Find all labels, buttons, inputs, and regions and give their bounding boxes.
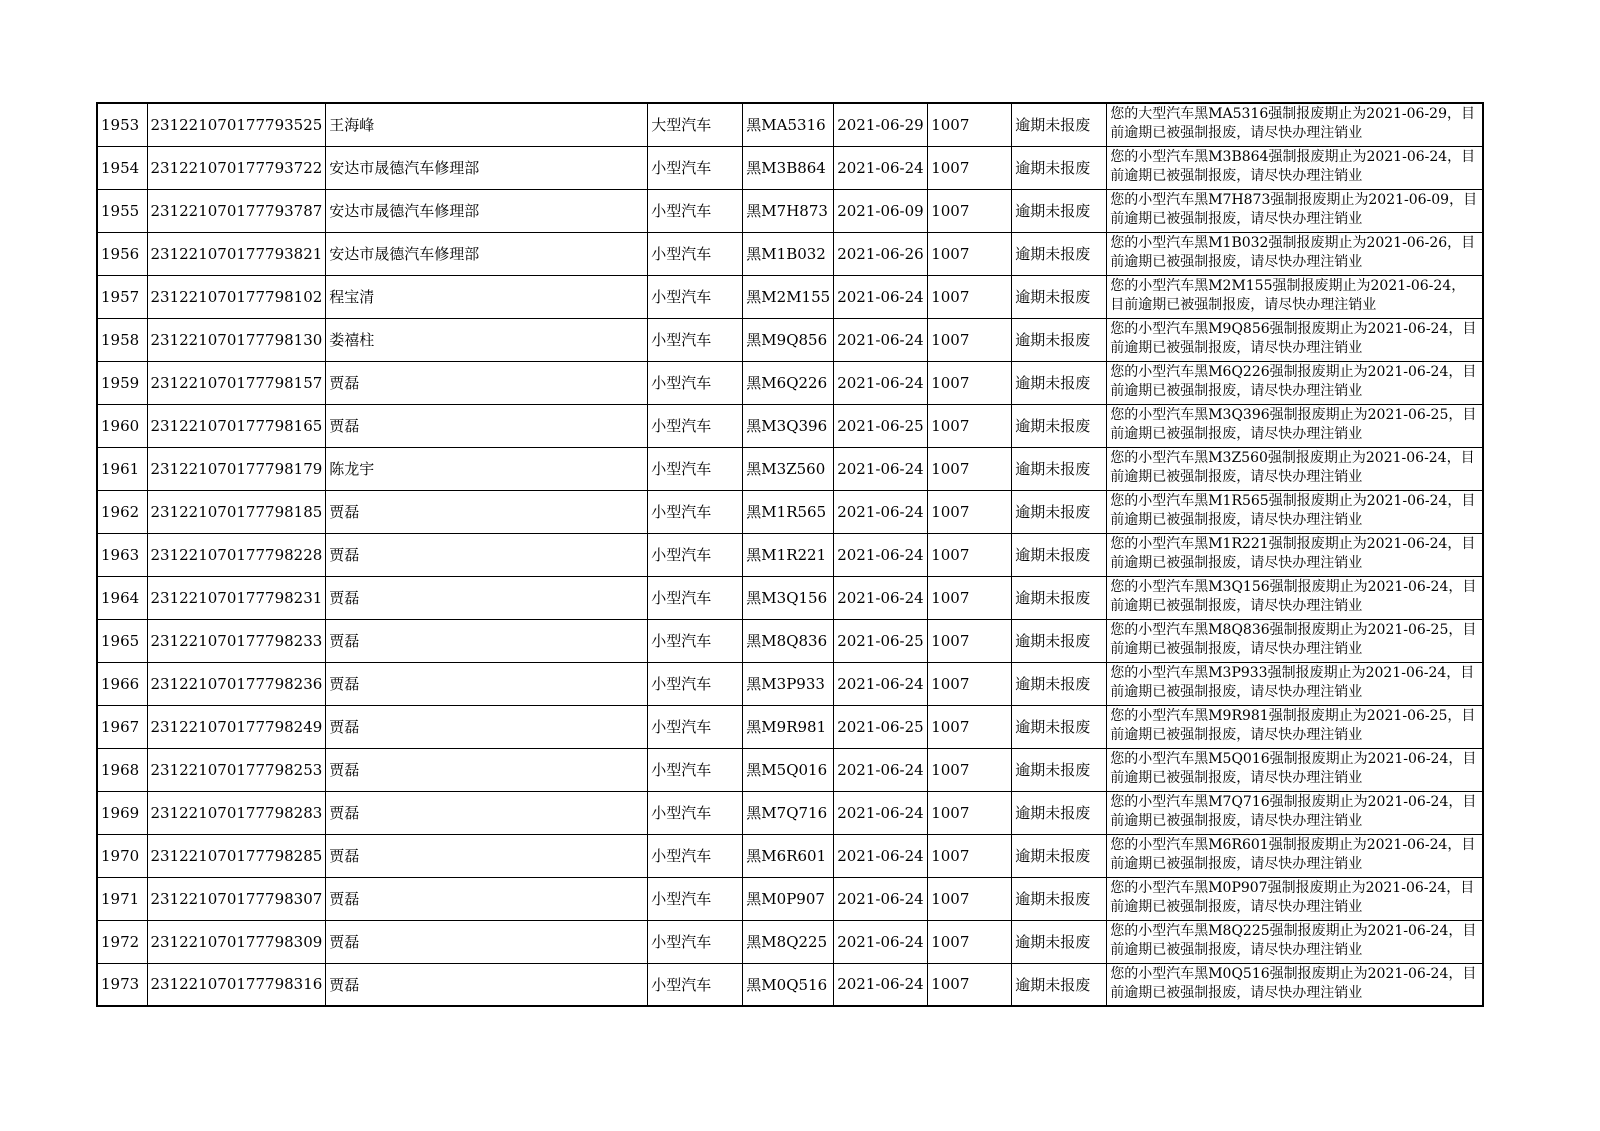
status-code-cell: 1007 bbox=[928, 748, 1012, 791]
row-number-cell: 1955 bbox=[97, 189, 147, 232]
row-number-cell: 1956 bbox=[97, 232, 147, 275]
vehicle-type-cell: 小型汽车 bbox=[648, 834, 743, 877]
owner-name-cell: 贾磊 bbox=[326, 748, 648, 791]
scrap-date-cell: 2021-06-24 bbox=[834, 963, 928, 1006]
scrap-date-cell: 2021-06-24 bbox=[834, 447, 928, 490]
status-text-cell: 逾期未报废 bbox=[1012, 619, 1107, 662]
record-id-cell: 231221070177798130 bbox=[147, 318, 326, 361]
owner-name-cell: 贾磊 bbox=[326, 705, 648, 748]
vehicle-scrap-table bbox=[96, 102, 1484, 1007]
notice-message-cell: 您的小型汽车黑M1B032强制报废期止为2021-06-26，目前逾期已被强制报废，请尽快办理注销业 bbox=[1107, 232, 1483, 275]
row-number-cell: 1953 bbox=[97, 103, 147, 146]
record-id-cell: 231221070177798228 bbox=[147, 533, 326, 576]
table-row bbox=[97, 318, 1483, 361]
status-code-cell: 1007 bbox=[928, 877, 1012, 920]
plate-number-cell: 黑M5Q016 bbox=[743, 748, 834, 791]
owner-name-cell: 贾磊 bbox=[326, 490, 648, 533]
status-code-cell: 1007 bbox=[928, 146, 1012, 189]
status-code-cell: 1007 bbox=[928, 662, 1012, 705]
plate-number-cell: 黑M0Q516 bbox=[743, 963, 834, 1006]
record-id-cell: 231221070177798236 bbox=[147, 662, 326, 705]
status-text-cell: 逾期未报废 bbox=[1012, 232, 1107, 275]
vehicle-type-cell: 小型汽车 bbox=[648, 705, 743, 748]
record-id-cell: 231221070177798157 bbox=[147, 361, 326, 404]
notice-message-cell: 您的小型汽车黑M5Q016强制报废期止为2021-06-24，目前逾期已被强制报废，请尽快办理注销业 bbox=[1107, 748, 1483, 791]
record-id-cell: 231221070177798185 bbox=[147, 490, 326, 533]
row-number-cell: 1960 bbox=[97, 404, 147, 447]
status-text-cell: 逾期未报废 bbox=[1012, 103, 1107, 146]
table-row bbox=[97, 146, 1483, 189]
plate-number-cell: 黑M1R565 bbox=[743, 490, 834, 533]
record-id-cell: 231221070177798179 bbox=[147, 447, 326, 490]
owner-name-cell: 王海峰 bbox=[326, 103, 648, 146]
plate-number-cell: 黑M6R601 bbox=[743, 834, 834, 877]
vehicle-type-cell: 小型汽车 bbox=[648, 232, 743, 275]
status-code-cell: 1007 bbox=[928, 361, 1012, 404]
vehicle-type-cell: 小型汽车 bbox=[648, 318, 743, 361]
record-id-cell: 231221070177798231 bbox=[147, 576, 326, 619]
owner-name-cell: 贾磊 bbox=[326, 361, 648, 404]
notice-message-cell: 您的小型汽车黑M3Q156强制报废期止为2021-06-24，目前逾期已被强制报废，请尽快办理注销业 bbox=[1107, 576, 1483, 619]
vehicle-type-cell: 小型汽车 bbox=[648, 791, 743, 834]
table-row bbox=[97, 490, 1483, 533]
row-number-cell: 1959 bbox=[97, 361, 147, 404]
status-text-cell: 逾期未报废 bbox=[1012, 447, 1107, 490]
plate-number-cell: 黑M7H873 bbox=[743, 189, 834, 232]
notice-message-cell: 您的小型汽车黑M7H873强制报废期止为2021-06-09，目前逾期已被强制报废，请尽快办理注销业 bbox=[1107, 189, 1483, 232]
status-text-cell: 逾期未报废 bbox=[1012, 275, 1107, 318]
plate-number-cell: 黑M0P907 bbox=[743, 877, 834, 920]
row-number-cell: 1972 bbox=[97, 920, 147, 963]
notice-message-cell: 您的小型汽车黑M3Q396强制报废期止为2021-06-25，目前逾期已被强制报废，请尽快办理注销业 bbox=[1107, 404, 1483, 447]
row-number-cell: 1970 bbox=[97, 834, 147, 877]
row-number-cell: 1969 bbox=[97, 791, 147, 834]
table-row bbox=[97, 920, 1483, 963]
record-id-cell: 231221070177798307 bbox=[147, 877, 326, 920]
status-text-cell: 逾期未报废 bbox=[1012, 576, 1107, 619]
status-text-cell: 逾期未报废 bbox=[1012, 189, 1107, 232]
row-number-cell: 1958 bbox=[97, 318, 147, 361]
row-number-cell: 1968 bbox=[97, 748, 147, 791]
status-text-cell: 逾期未报废 bbox=[1012, 705, 1107, 748]
owner-name-cell: 贾磊 bbox=[326, 533, 648, 576]
table-row bbox=[97, 662, 1483, 705]
status-text-cell: 逾期未报废 bbox=[1012, 791, 1107, 834]
plate-number-cell: 黑M3B864 bbox=[743, 146, 834, 189]
vehicle-type-cell: 小型汽车 bbox=[648, 275, 743, 318]
status-text-cell: 逾期未报废 bbox=[1012, 318, 1107, 361]
table-row bbox=[97, 533, 1483, 576]
scrap-date-cell: 2021-06-24 bbox=[834, 533, 928, 576]
status-code-cell: 1007 bbox=[928, 447, 1012, 490]
scrap-date-cell: 2021-06-24 bbox=[834, 748, 928, 791]
plate-number-cell: 黑M1B032 bbox=[743, 232, 834, 275]
status-code-cell: 1007 bbox=[928, 232, 1012, 275]
status-code-cell: 1007 bbox=[928, 705, 1012, 748]
row-number-cell: 1957 bbox=[97, 275, 147, 318]
status-text-cell: 逾期未报废 bbox=[1012, 920, 1107, 963]
owner-name-cell: 陈龙宇 bbox=[326, 447, 648, 490]
owner-name-cell: 程宝清 bbox=[326, 275, 648, 318]
row-number-cell: 1965 bbox=[97, 619, 147, 662]
scrap-date-cell: 2021-06-24 bbox=[834, 791, 928, 834]
record-id-cell: 231221070177798253 bbox=[147, 748, 326, 791]
status-code-cell: 1007 bbox=[928, 834, 1012, 877]
status-text-cell: 逾期未报废 bbox=[1012, 834, 1107, 877]
record-id-cell: 231221070177793787 bbox=[147, 189, 326, 232]
vehicle-type-cell: 小型汽车 bbox=[648, 576, 743, 619]
notice-message-cell: 您的小型汽车黑M3B864强制报废期止为2021-06-24，目前逾期已被强制报废，请尽快办理注销业 bbox=[1107, 146, 1483, 189]
status-code-cell: 1007 bbox=[928, 619, 1012, 662]
scrap-date-cell: 2021-06-09 bbox=[834, 189, 928, 232]
status-code-cell: 1007 bbox=[928, 490, 1012, 533]
table-body bbox=[97, 103, 1483, 1006]
status-code-cell: 1007 bbox=[928, 103, 1012, 146]
scrap-date-cell: 2021-06-24 bbox=[834, 275, 928, 318]
record-id-cell: 231221070177798285 bbox=[147, 834, 326, 877]
notice-message-cell: 您的小型汽车黑M6Q226强制报废期止为2021-06-24，目前逾期已被强制报废，请尽快办理注销业 bbox=[1107, 361, 1483, 404]
status-text-cell: 逾期未报废 bbox=[1012, 404, 1107, 447]
status-text-cell: 逾期未报废 bbox=[1012, 361, 1107, 404]
scrap-date-cell: 2021-06-24 bbox=[834, 361, 928, 404]
notice-message-cell: 您的小型汽车黑M6R601强制报废期止为2021-06-24，目前逾期已被强制报废，请尽快办理注销业 bbox=[1107, 834, 1483, 877]
plate-number-cell: 黑M2M155 bbox=[743, 275, 834, 318]
status-code-cell: 1007 bbox=[928, 533, 1012, 576]
table-row bbox=[97, 404, 1483, 447]
vehicle-type-cell: 小型汽车 bbox=[648, 619, 743, 662]
notice-message-cell: 您的小型汽车黑M9Q856强制报废期止为2021-06-24，目前逾期已被强制报废，请尽快办理注销业 bbox=[1107, 318, 1483, 361]
plate-number-cell: 黑M3Q396 bbox=[743, 404, 834, 447]
vehicle-type-cell: 小型汽车 bbox=[648, 920, 743, 963]
vehicle-type-cell: 小型汽车 bbox=[648, 189, 743, 232]
scrap-date-cell: 2021-06-24 bbox=[834, 920, 928, 963]
record-id-cell: 231221070177798102 bbox=[147, 275, 326, 318]
status-text-cell: 逾期未报废 bbox=[1012, 662, 1107, 705]
notice-message-cell: 您的小型汽车黑M1R221强制报废期止为2021-06-24，目前逾期已被强制报废，请尽快办理注销业 bbox=[1107, 533, 1483, 576]
row-number-cell: 1971 bbox=[97, 877, 147, 920]
owner-name-cell: 娄禧柱 bbox=[326, 318, 648, 361]
vehicle-type-cell: 小型汽车 bbox=[648, 877, 743, 920]
table-row bbox=[97, 447, 1483, 490]
status-code-cell: 1007 bbox=[928, 963, 1012, 1006]
record-id-cell: 231221070177798233 bbox=[147, 619, 326, 662]
vehicle-type-cell: 小型汽车 bbox=[648, 748, 743, 791]
table-row bbox=[97, 275, 1483, 318]
scrap-date-cell: 2021-06-29 bbox=[834, 103, 928, 146]
vehicle-type-cell: 小型汽车 bbox=[648, 404, 743, 447]
row-number-cell: 1973 bbox=[97, 963, 147, 1006]
status-text-cell: 逾期未报废 bbox=[1012, 533, 1107, 576]
status-text-cell: 逾期未报废 bbox=[1012, 877, 1107, 920]
owner-name-cell: 贾磊 bbox=[326, 404, 648, 447]
table-row bbox=[97, 103, 1483, 146]
plate-number-cell: 黑M8Q225 bbox=[743, 920, 834, 963]
notice-message-cell: 您的小型汽车黑M8Q225强制报废期止为2021-06-24，目前逾期已被强制报废，请尽快办理注销业 bbox=[1107, 920, 1483, 963]
status-text-cell: 逾期未报废 bbox=[1012, 748, 1107, 791]
plate-number-cell: 黑M3Z560 bbox=[743, 447, 834, 490]
status-code-cell: 1007 bbox=[928, 275, 1012, 318]
row-number-cell: 1962 bbox=[97, 490, 147, 533]
scrap-date-cell: 2021-06-25 bbox=[834, 619, 928, 662]
status-code-cell: 1007 bbox=[928, 920, 1012, 963]
scrap-date-cell: 2021-06-24 bbox=[834, 318, 928, 361]
plate-number-cell: 黑M6Q226 bbox=[743, 361, 834, 404]
table-row bbox=[97, 232, 1483, 275]
owner-name-cell: 贾磊 bbox=[326, 619, 648, 662]
status-text-cell: 逾期未报废 bbox=[1012, 490, 1107, 533]
table-row bbox=[97, 877, 1483, 920]
status-code-cell: 1007 bbox=[928, 404, 1012, 447]
status-text-cell: 逾期未报废 bbox=[1012, 146, 1107, 189]
vehicle-type-cell: 小型汽车 bbox=[648, 490, 743, 533]
record-id-cell: 231221070177798309 bbox=[147, 920, 326, 963]
row-number-cell: 1963 bbox=[97, 533, 147, 576]
notice-message-cell: 您的小型汽车黑M1R565强制报废期止为2021-06-24，目前逾期已被强制报废，请尽快办理注销业 bbox=[1107, 490, 1483, 533]
table-row bbox=[97, 619, 1483, 662]
vehicle-type-cell: 小型汽车 bbox=[648, 662, 743, 705]
table-row bbox=[97, 576, 1483, 619]
notice-message-cell: 您的小型汽车黑M0Q516强制报废期止为2021-06-24，目前逾期已被强制报废，请尽快办理注销业 bbox=[1107, 963, 1483, 1006]
scrap-date-cell: 2021-06-25 bbox=[834, 705, 928, 748]
plate-number-cell: 黑M9R981 bbox=[743, 705, 834, 748]
owner-name-cell: 贾磊 bbox=[326, 576, 648, 619]
table-row bbox=[97, 705, 1483, 748]
notice-message-cell: 您的大型汽车黑MA5316强制报废期止为2021-06-29，目前逾期已被强制报废，请尽快办理注销业 bbox=[1107, 103, 1483, 146]
table-row bbox=[97, 748, 1483, 791]
plate-number-cell: 黑M3P933 bbox=[743, 662, 834, 705]
owner-name-cell: 安达市晟德汽车修理部 bbox=[326, 189, 648, 232]
notice-message-cell: 您的小型汽车黑M3Z560强制报废期止为2021-06-24，目前逾期已被强制报废，请尽快办理注销业 bbox=[1107, 447, 1483, 490]
row-number-cell: 1964 bbox=[97, 576, 147, 619]
scrap-date-cell: 2021-06-24 bbox=[834, 146, 928, 189]
plate-number-cell: 黑MA5316 bbox=[743, 103, 834, 146]
notice-message-cell: 您的小型汽车黑M0P907强制报废期止为2021-06-24，目前逾期已被强制报废，请尽快办理注销业 bbox=[1107, 877, 1483, 920]
owner-name-cell: 安达市晟德汽车修理部 bbox=[326, 232, 648, 275]
notice-message-cell: 您的小型汽车黑M2M155强制报废期止为2021-06-24，目前逾期已被强制报废，请尽快办理注销业 bbox=[1107, 275, 1483, 318]
row-number-cell: 1966 bbox=[97, 662, 147, 705]
table-row bbox=[97, 791, 1483, 834]
scrap-date-cell: 2021-06-25 bbox=[834, 404, 928, 447]
status-code-cell: 1007 bbox=[928, 576, 1012, 619]
scrap-date-cell: 2021-06-26 bbox=[834, 232, 928, 275]
notice-message-cell: 您的小型汽车黑M7Q716强制报废期止为2021-06-24，目前逾期已被强制报废，请尽快办理注销业 bbox=[1107, 791, 1483, 834]
status-code-cell: 1007 bbox=[928, 791, 1012, 834]
notice-message-cell: 您的小型汽车黑M3P933强制报废期止为2021-06-24，目前逾期已被强制报废，请尽快办理注销业 bbox=[1107, 662, 1483, 705]
scrap-date-cell: 2021-06-24 bbox=[834, 576, 928, 619]
status-code-cell: 1007 bbox=[928, 318, 1012, 361]
scrap-date-cell: 2021-06-24 bbox=[834, 662, 928, 705]
table-row bbox=[97, 834, 1483, 877]
vehicle-type-cell: 小型汽车 bbox=[648, 963, 743, 1006]
owner-name-cell: 贾磊 bbox=[326, 877, 648, 920]
plate-number-cell: 黑M7Q716 bbox=[743, 791, 834, 834]
record-id-cell: 231221070177793525 bbox=[147, 103, 326, 146]
owner-name-cell: 贾磊 bbox=[326, 791, 648, 834]
owner-name-cell: 贾磊 bbox=[326, 920, 648, 963]
plate-number-cell: 黑M8Q836 bbox=[743, 619, 834, 662]
notice-message-cell: 您的小型汽车黑M9R981强制报废期止为2021-06-25，目前逾期已被强制报废，请尽快办理注销业 bbox=[1107, 705, 1483, 748]
record-id-cell: 231221070177793821 bbox=[147, 232, 326, 275]
row-number-cell: 1961 bbox=[97, 447, 147, 490]
vehicle-type-cell: 小型汽车 bbox=[648, 447, 743, 490]
scrap-date-cell: 2021-06-24 bbox=[834, 490, 928, 533]
record-id-cell: 231221070177798316 bbox=[147, 963, 326, 1006]
vehicle-type-cell: 小型汽车 bbox=[648, 146, 743, 189]
owner-name-cell: 贾磊 bbox=[326, 662, 648, 705]
row-number-cell: 1954 bbox=[97, 146, 147, 189]
vehicle-type-cell: 大型汽车 bbox=[648, 103, 743, 146]
owner-name-cell: 贾磊 bbox=[326, 834, 648, 877]
notice-message-cell: 您的小型汽车黑M8Q836强制报废期止为2021-06-25，目前逾期已被强制报废，请尽快办理注销业 bbox=[1107, 619, 1483, 662]
row-number-cell: 1967 bbox=[97, 705, 147, 748]
scrap-date-cell: 2021-06-24 bbox=[834, 877, 928, 920]
vehicle-type-cell: 小型汽车 bbox=[648, 361, 743, 404]
plate-number-cell: 黑M1R221 bbox=[743, 533, 834, 576]
table-row bbox=[97, 963, 1483, 1006]
status-text-cell: 逾期未报废 bbox=[1012, 963, 1107, 1006]
record-id-cell: 231221070177798283 bbox=[147, 791, 326, 834]
status-code-cell: 1007 bbox=[928, 189, 1012, 232]
plate-number-cell: 黑M3Q156 bbox=[743, 576, 834, 619]
table-row bbox=[97, 189, 1483, 232]
scrap-date-cell: 2021-06-24 bbox=[834, 834, 928, 877]
plate-number-cell: 黑M9Q856 bbox=[743, 318, 834, 361]
vehicle-type-cell: 小型汽车 bbox=[648, 533, 743, 576]
record-id-cell: 231221070177798249 bbox=[147, 705, 326, 748]
owner-name-cell: 贾磊 bbox=[326, 963, 648, 1006]
record-id-cell: 231221070177793722 bbox=[147, 146, 326, 189]
owner-name-cell: 安达市晟德汽车修理部 bbox=[326, 146, 648, 189]
table-row bbox=[97, 361, 1483, 404]
record-id-cell: 231221070177798165 bbox=[147, 404, 326, 447]
